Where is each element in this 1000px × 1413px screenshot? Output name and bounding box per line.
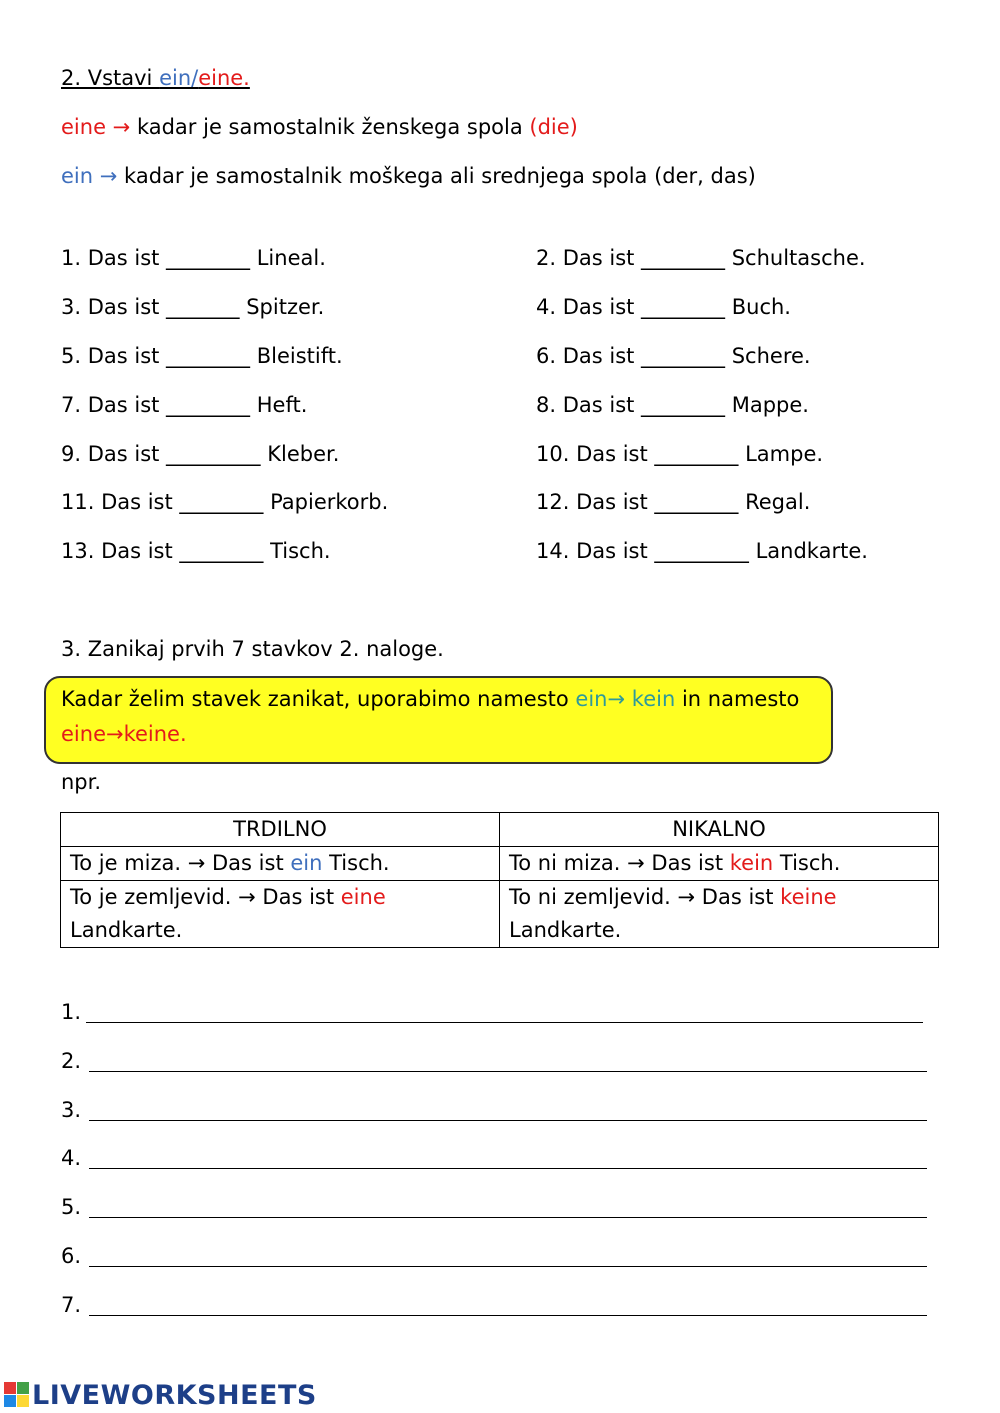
exercise-item[interactable]: 5. Das ist ________ Bleistift. <box>61 344 343 368</box>
arrow-right-icon: → <box>105 115 137 139</box>
table-header-row <box>61 813 939 847</box>
cell-text: Landkarte. <box>509 918 622 942</box>
cell-text: Landkarte. <box>70 918 183 942</box>
rule-eine-word: eine <box>61 115 106 139</box>
arrow-right-icon: → <box>607 687 632 711</box>
table-cell <box>500 847 939 881</box>
rule-eine <box>61 113 578 141</box>
answer-line[interactable] <box>89 1217 927 1218</box>
cell-article: kein <box>729 851 774 875</box>
table-header-trdilno: TRDILNO <box>61 813 500 847</box>
title-prefix: 2. Vstavi <box>61 66 160 90</box>
exercise-item[interactable]: 1. Das ist ________ Lineal. <box>61 246 326 270</box>
arrow-right-icon: → <box>93 164 125 188</box>
exercise-item[interactable]: 6. Das ist ________ Schere. <box>536 344 811 368</box>
liveworksheets-logo <box>4 1380 317 1410</box>
cell-text: Tisch. <box>773 851 841 875</box>
answer-number: 2. <box>61 1049 82 1073</box>
note-ein: ein <box>575 687 608 711</box>
rule-ein <box>61 162 756 190</box>
answer-line[interactable] <box>86 1022 923 1023</box>
answer-line[interactable] <box>89 1120 927 1121</box>
exercise-item[interactable]: 8. Das ist ________ Mappe. <box>536 393 809 417</box>
rule-eine-text: kadar je samostalnik ženskega spola <box>136 115 530 139</box>
table-cell <box>61 847 500 881</box>
exercise-item[interactable]: 11. Das ist ________ Papierkorb. <box>61 490 389 514</box>
answer-line[interactable] <box>89 1168 927 1169</box>
example-label: npr. <box>61 770 102 794</box>
note-eine-keine: eine→keine. <box>61 722 187 746</box>
answer-number: 3. <box>61 1098 82 1122</box>
logo-text: LIVEWORKSHEETS <box>32 1379 317 1411</box>
answer-number: 4. <box>61 1146 82 1170</box>
cell-article: keine <box>780 885 837 909</box>
cell-text: To je miza. → Das ist <box>70 851 291 875</box>
table-cell <box>500 881 939 948</box>
answer-line[interactable] <box>89 1071 927 1072</box>
cell-text: To ni zemljevid. → Das ist <box>509 885 781 909</box>
note-part1: Kadar želim stavek zanikat, uporabimo namesto <box>61 687 576 711</box>
note-text <box>61 682 831 752</box>
exercise-item[interactable]: 2. Das ist ________ Schultasche. <box>536 246 866 270</box>
exercise-item[interactable]: 9. Das ist _________ Kleber. <box>61 442 340 466</box>
title-eine: eine. <box>198 66 250 90</box>
cell-text: Tisch. <box>322 851 390 875</box>
logo-blocks-icon <box>4 1382 30 1408</box>
table-row <box>61 881 939 948</box>
table-header-nikalno: NIKALNO <box>500 813 939 847</box>
rule-ein-word: ein <box>61 164 94 188</box>
section-2-title <box>61 64 250 92</box>
title-ein: ein/ <box>159 66 199 90</box>
exercise-item[interactable]: 13. Das ist ________ Tisch. <box>61 539 331 563</box>
section-3-title: 3. Zanikaj prvih 7 stavkov 2. naloge. <box>61 637 444 661</box>
table-cell <box>61 881 500 948</box>
note-part2: in namesto <box>675 687 800 711</box>
exercise-item[interactable]: 7. Das ist ________ Heft. <box>61 393 308 417</box>
cell-article: eine <box>340 885 386 909</box>
exercise-item[interactable]: 4. Das ist ________ Buch. <box>536 295 791 319</box>
rule-eine-article: (die) <box>529 115 578 139</box>
answer-number: 5. <box>61 1195 82 1219</box>
exercise-item[interactable]: 3. Das ist _______ Spitzer. <box>61 295 325 319</box>
rule-ein-text: kadar je samostalnik moškega ali srednjega spola (der, das) <box>124 164 756 188</box>
table-row <box>61 847 939 881</box>
exercise-item[interactable]: 12. Das ist ________ Regal. <box>536 490 811 514</box>
exercise-item[interactable]: 14. Das ist _________ Landkarte. <box>536 539 868 563</box>
note-kein: kein <box>631 687 676 711</box>
cell-text: To je zemljevid. → Das ist <box>70 885 341 909</box>
exercise-item[interactable]: 10. Das ist ________ Lampe. <box>536 442 824 466</box>
answer-line[interactable] <box>89 1266 927 1267</box>
answer-number: 6. <box>61 1244 82 1268</box>
cell-article: ein <box>290 851 323 875</box>
answer-line[interactable] <box>89 1315 927 1316</box>
answer-number: 1. <box>61 1000 82 1024</box>
answer-number: 7. <box>61 1293 82 1317</box>
cell-text: To ni miza. → Das ist <box>509 851 730 875</box>
example-table <box>60 812 939 948</box>
